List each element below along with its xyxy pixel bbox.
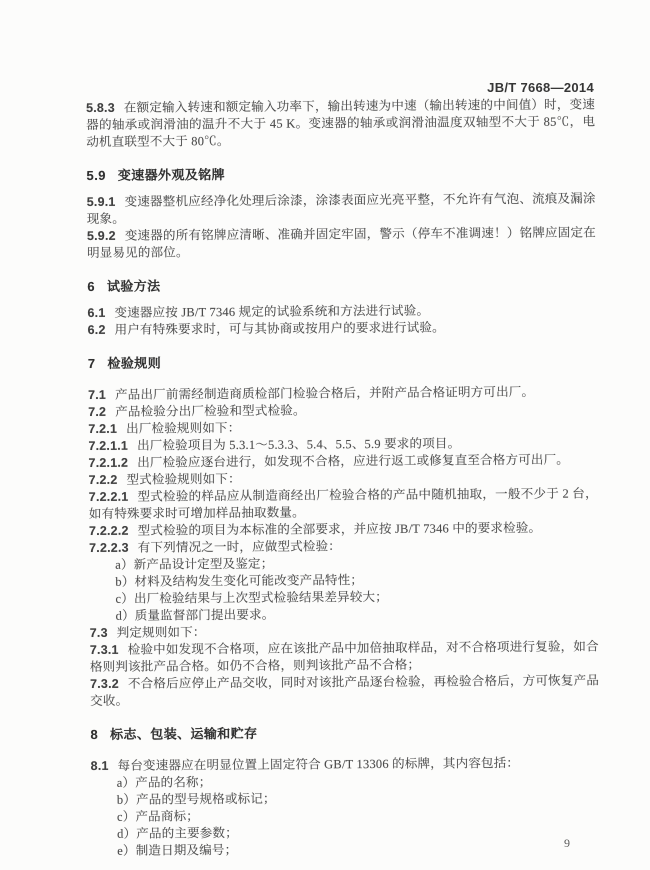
clause-text: 出厂检验规则如下： [126, 420, 241, 436]
section-heading-6 [87, 274, 596, 296]
section-heading-7 [88, 351, 597, 373]
clause-text: 变速器整机应经净化处理后涂漆，涂漆表面应光亮平整，不允许有气泡、流痕及漏涂现象。 [86, 191, 596, 226]
page-number: 9 [564, 836, 570, 850]
clause-text: 检验中如发现不合格项，应在该批产品中加倍抽取样品，对不合格项进行复验，如合格则判该批产品合格。如仍不合格，则判该批产品不合格； [89, 639, 599, 674]
heading-text: 试验方法 [106, 278, 161, 294]
clause-number: 5.9.2 [86, 228, 116, 243]
clause-text: 用户有特殊要求时，可与其协商或按用户的要求进行试验。 [114, 320, 445, 337]
list-item-a: a）产品的名称； [116, 775, 212, 790]
clause-text: 不合格后应停止产品交收，同时对该批产品逐台检验，再检验合格后，方可恢复产品交收。 [90, 673, 600, 708]
heading-number: 6 [87, 278, 95, 294]
clause-number: 7.1 [88, 387, 107, 402]
heading-number: 8 [90, 726, 99, 742]
clause-number: 7.2.2 [88, 472, 118, 487]
clause-number: 7.2.1 [88, 421, 118, 436]
clause-text: 产品出厂前需经制造商质检部门检验合格后，并附产品合格证明方可出厂。 [114, 384, 535, 402]
clause-5-9-1 [87, 190, 596, 228]
clause-7-3-2 [90, 672, 599, 710]
clause-number: 7.2.1.1 [88, 438, 129, 453]
list-item-a: a）新产品设计定型及鉴定； [115, 556, 274, 572]
clause-number: 7.3 [89, 625, 108, 640]
clause-number: 7.2 [88, 404, 107, 419]
clause-6-2 [88, 318, 597, 339]
section-heading-5-9 [86, 163, 595, 185]
list-item-b: b）材料及结构发生变化可能改变产品特性； [115, 573, 364, 589]
clause-number: 5.8.3 [86, 100, 115, 115]
clause-text: 判定规则如下： [116, 625, 206, 640]
clause-text: 每台变速器应在明显位置上固定符合 GB/T 13306 的标牌，其内容包括： [117, 755, 520, 773]
section-heading-8 [90, 722, 599, 744]
clause-number: 7.3.2 [90, 676, 119, 691]
heading-text: 标志、包装、运输和贮存 [110, 725, 258, 742]
list-item-d: d）质量监督部门提出要求。 [115, 607, 275, 623]
clause-number: 5.9.1 [86, 194, 116, 209]
heading-number: 7 [87, 355, 96, 371]
list-item-c: c）出厂检验结果与上次型式检验结果差异较大； [115, 589, 388, 606]
clause-7-2-2-2 [89, 519, 598, 540]
clause-number: 6.2 [87, 322, 106, 337]
clause-7-2-2-1 [89, 485, 598, 523]
clause-text: 型式检验的项目为本标准的全部要求，并应按 JB/T 7346 中的要求检验。 [137, 520, 542, 538]
clause-text: 型式检验的样品应从制造商经出厂检验合格的产品中随机抽取，一般不少于 2 台，如有特殊要求时可增加样品抽取数量。 [88, 486, 598, 521]
heading-text: 检验规则 [107, 355, 162, 371]
list-item-d: d）产品的主要参数； [117, 825, 238, 841]
heading-text: 变速器外观及铭牌 [117, 167, 226, 183]
document-body [86, 96, 600, 860]
standard-number-header: JB/T 7668—2014 [487, 80, 594, 95]
clause-number: 8.1 [90, 758, 109, 773]
clause-number: 6.1 [87, 305, 106, 320]
clause-number: 7.2.2.1 [88, 489, 129, 504]
clause-text: 变速器应按 JB/T 7346 规定的试验系统和方法进行试验。 [114, 303, 430, 320]
heading-number: 5.9 [86, 167, 106, 183]
list-item-b: b）产品的型号规格或标记； [116, 791, 276, 807]
list-item-e: e）制造日期及编号； [117, 842, 238, 858]
clause-7-1 [88, 383, 597, 404]
clause-text: 出厂检验项目为 5.3.1～5.3.3、5.4、5.5、5.9 要求的项目。 [137, 436, 461, 453]
clause-text: 产品检验分出厂检验和型式检验。 [115, 403, 306, 419]
clause-text: 变速器的所有铭牌应清晰、准确并固定牢固，警示（停车不准调速！）铭牌应固定在明显易见的部位。 [87, 225, 596, 260]
clause-text: 有下列情况之一时，应做型式检验： [137, 539, 342, 555]
clause-text: 型式检验规则如下： [126, 471, 241, 487]
clause-7-3-1 [90, 638, 599, 676]
clause-5-8-3 [86, 96, 595, 151]
clause-number: 7.2.2.3 [89, 540, 129, 555]
clause-number: 7.2.2.2 [88, 523, 129, 538]
clause-text: 在额定输入转速和额定输入功率下，输出转速为中速（输出转速的中间值）时，变速器的轴承或润滑油的温升不大于 45 K。变速器的轴承或润滑油温度双轴型不大于 85℃，电动机直联型不大于 80℃。 [86, 97, 596, 149]
clause-number: 7.3.1 [89, 642, 119, 657]
clause-text: 出厂检验应逐台进行，如发现不合格，应进行返工或修复直至合格方可出厂。 [137, 452, 570, 470]
clause-5-9-2 [87, 224, 596, 262]
clause-number: 7.2.1.2 [88, 455, 129, 470]
clause-7-2-1-2 [88, 451, 597, 472]
list-item-c: c）产品商标； [116, 809, 200, 824]
